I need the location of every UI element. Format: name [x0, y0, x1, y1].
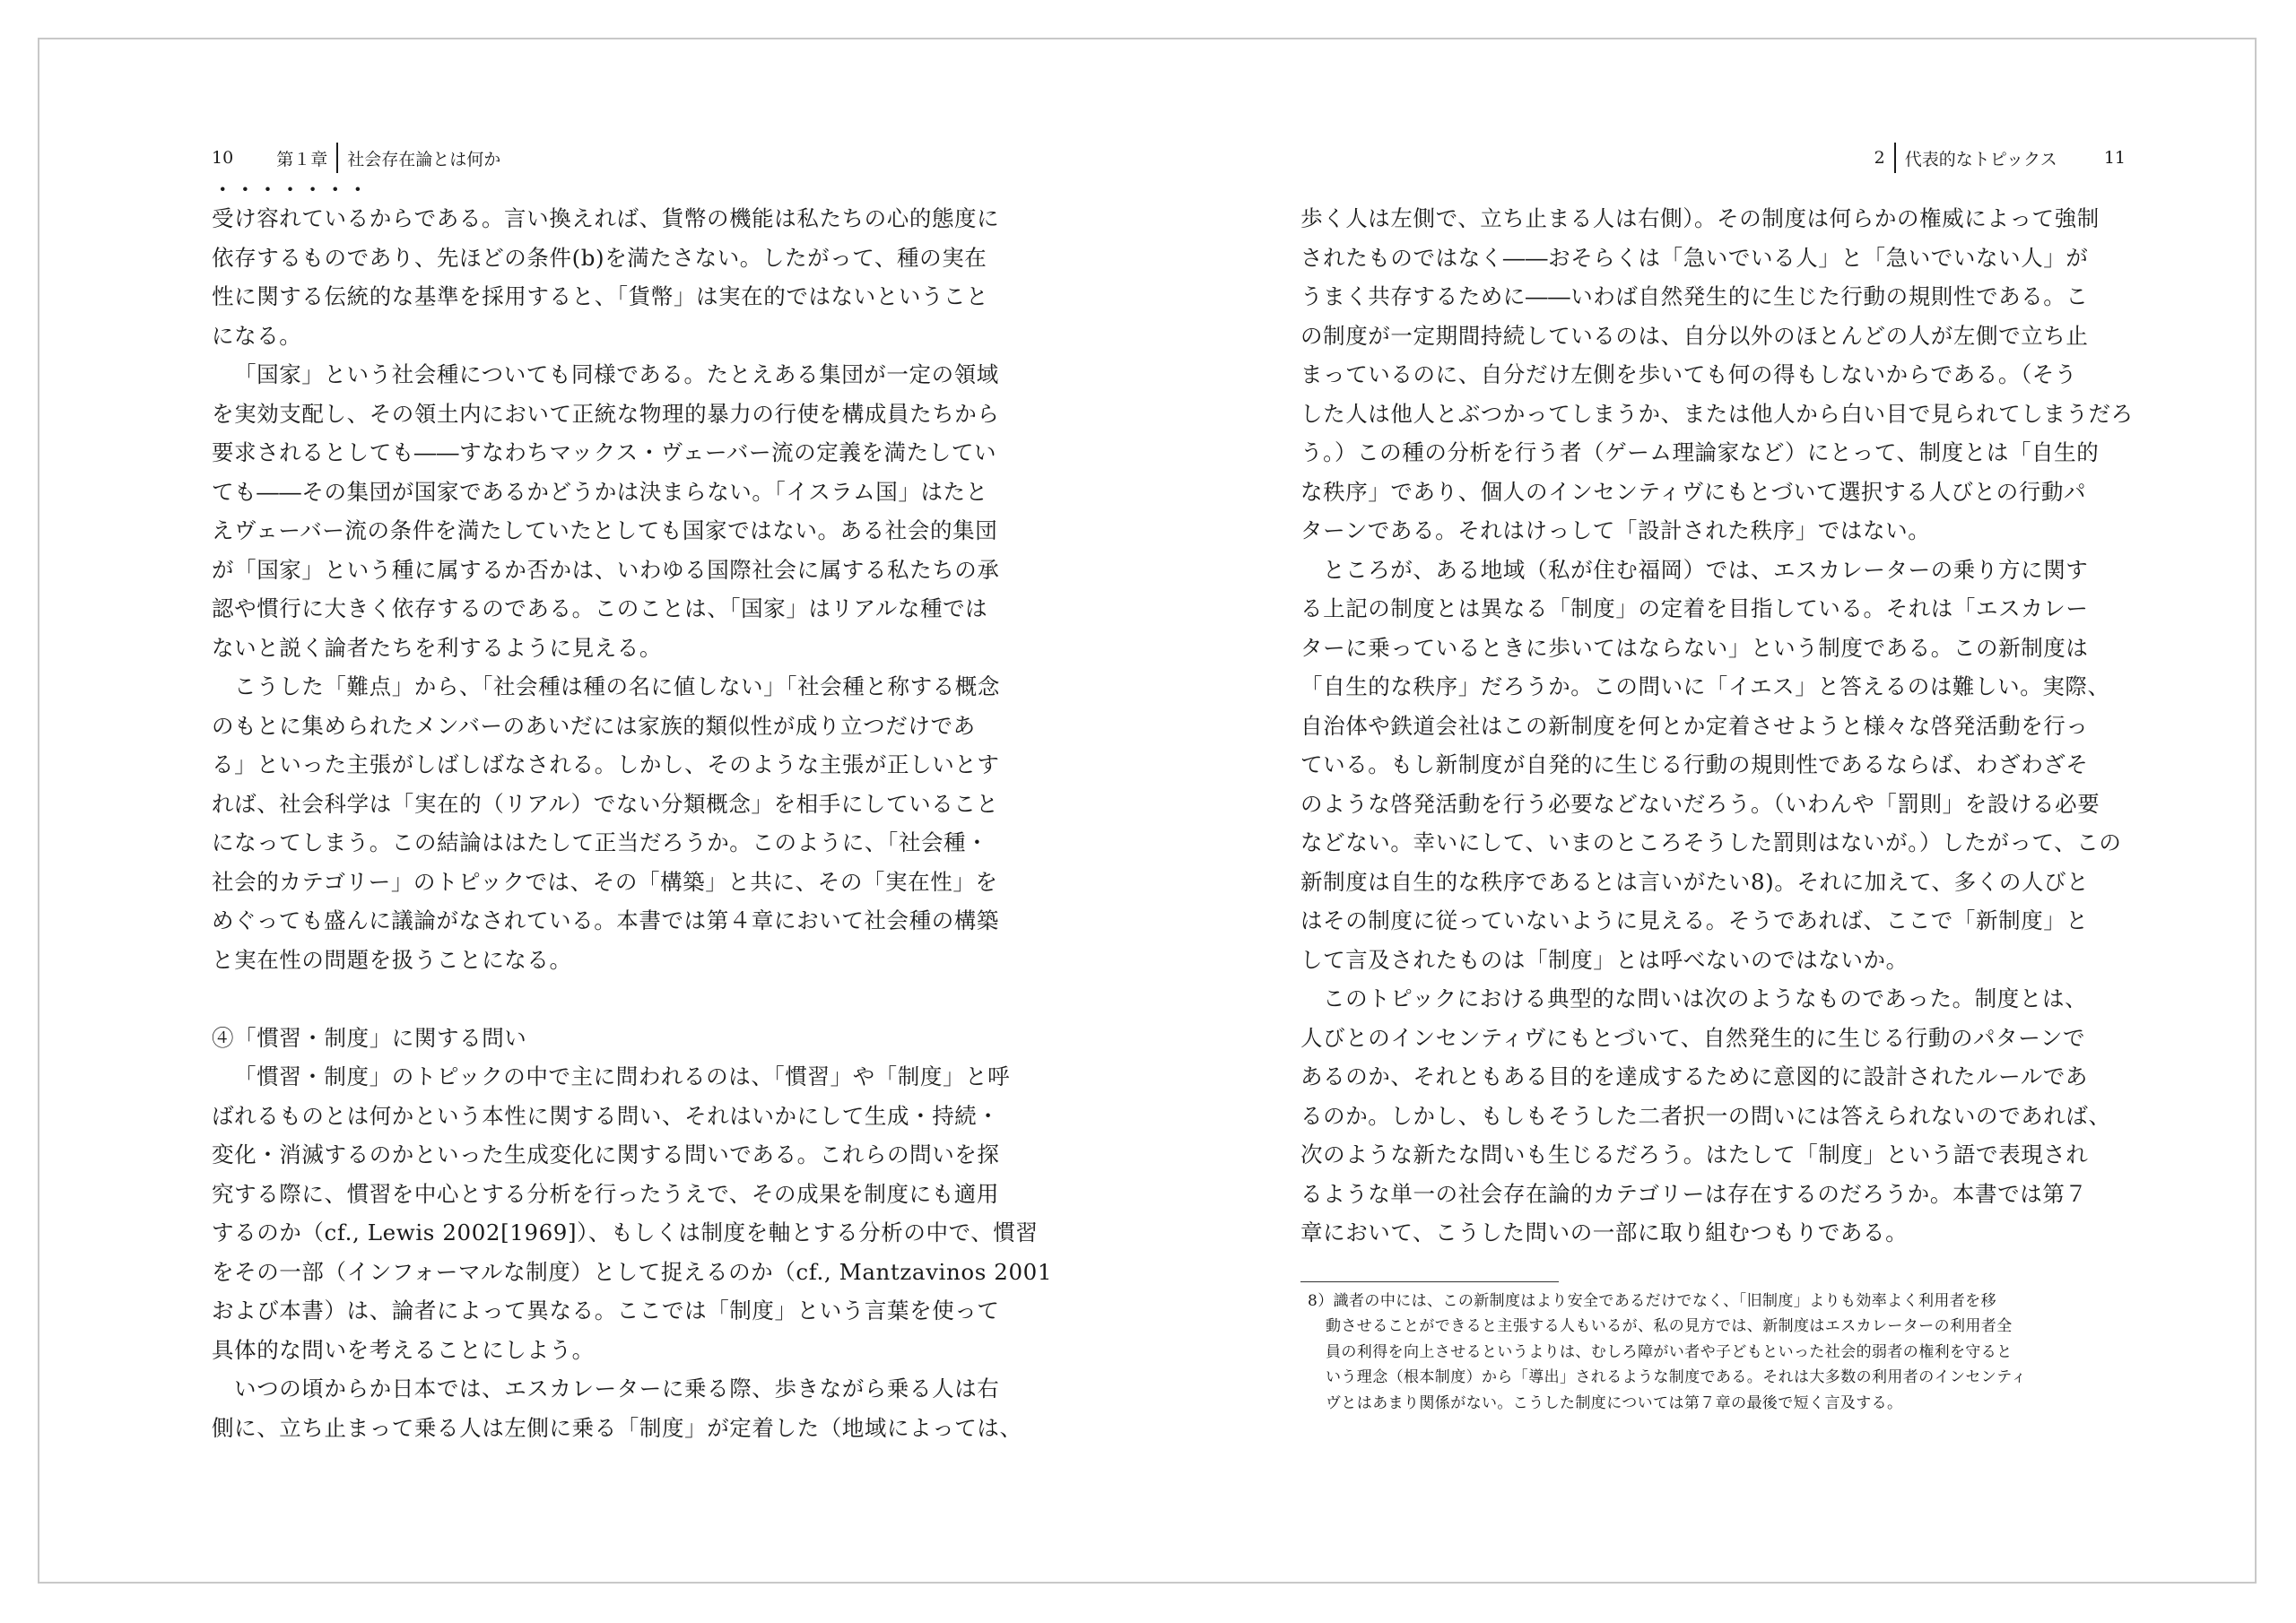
- text-line: の制度が一定期間持続しているのは、自分以外のほとんどの人が左側で立ち止: [1300, 322, 2089, 349]
- footnote-line: いう理念（根本制度）から「導出」されるような制度である。それは大多数の利用者のインセンティ: [1326, 1368, 2027, 1386]
- right-running-header: [1300, 142, 2126, 174]
- text-line: ターに乗っているときに歩いてはならない」という制度である。この新制度は: [1300, 634, 2089, 661]
- text-line: 人びとのインセンティヴにもとづいて、自然発生的に生じる行動のパターンで: [1300, 1024, 2086, 1051]
- text-line: した人は他人とぶつかってしまうか、または他人から白い目で見られてしまうだろ: [1300, 400, 2134, 427]
- text-line: 自治体や鉄道会社はこの新制度を何とか定着させようと様々な啓発活動を行っ: [1300, 712, 2089, 739]
- text-line: ても――その集団が国家であるかどうかは決まらない。「イスラム国」はたと: [212, 478, 988, 505]
- left-page-number: 10: [212, 148, 234, 168]
- text-line: ターンである。それはけっして「設計された秩序」ではない。: [1300, 517, 1931, 543]
- left-page: [212, 0, 1053, 1623]
- text-line: いつの頃からか日本では、エスカレーターに乗る際、歩きながら乗る人は右: [234, 1376, 1000, 1402]
- footnote-line: 8）識者の中には、この新制度はより安全であるだけでなく、「旧制度」よりも効率よく利用者を移: [1308, 1291, 1996, 1310]
- text-line: になる。: [212, 322, 302, 349]
- text-line: まっているのに、自分だけ左側を歩いても何の得もしないからである。（そう: [1300, 361, 2078, 387]
- text-line: 性に関する伝統的な基準を採用すると、「貨幣」は実在的ではないということ: [212, 283, 989, 309]
- text-line: 依存するものであり、先ほどの条件(b)を満たさない。したがって、種の実在: [212, 244, 987, 271]
- footnote-line: ヴとはあまり関係がない。こうした制度については第７章の最後で短く言及する。: [1326, 1393, 1903, 1412]
- text-line: が「国家」という種に属するか否かは、いわゆる国際社会に属する私たちの承: [212, 556, 1000, 583]
- text-line: る」といった主張がしばしばなされる。しかし、そのような主張が正しいとす: [212, 751, 1000, 777]
- paragraph-gap: [212, 979, 1015, 1019]
- text-line: と実在性の問題を扱うことになる。: [212, 946, 572, 973]
- chapter-label: 第１章: [276, 149, 328, 169]
- right-body-text: [1300, 199, 2134, 1253]
- text-line: 認や慣行に大きく依存するのである。このことは、「国家」はリアルな種では: [212, 595, 988, 621]
- text-line: のもとに集められたメンバーのあいだには家族的類似性が成り立つだけであ: [212, 712, 976, 739]
- text-line: 要求されるとしても――すなわちマックス・ヴェーバー流の定義を満たしてい: [212, 439, 997, 465]
- text-line: を実効支配し、その領土内において正統な物理的暴力の行使を構成員たちから: [212, 400, 1000, 427]
- footnote-rule: [1300, 1281, 1559, 1282]
- chapter-title: 社会存在論とは何か: [347, 149, 501, 169]
- text-line: はその制度に従っていないように見える。そうであれば、ここで「新制度」と: [1300, 907, 2089, 933]
- section-number: 2: [1874, 148, 1885, 168]
- header-divider: [336, 143, 338, 173]
- text-line: 新制度は自生的な秩序であるとは言いがたい8)。それに加えて、多くの人びと: [1300, 868, 2090, 895]
- text-line: 章において、こうした問いの一部に取り組むつもりである。: [1300, 1219, 1909, 1245]
- text-line: 究する際に、慣習を中心とする分析を行ったうえで、その成果を制度にも適用: [212, 1180, 1000, 1207]
- footnotes: [1308, 1289, 2126, 1417]
- text-line: れば、社会科学は「実在的（リアル）でない分類概念」を相手にしていること: [212, 790, 999, 817]
- text-line: のような啓発活動を行う必要などないだろう。（いわんや「罰則」を設ける必要: [1300, 790, 2100, 817]
- text-line: 側に、立ち止まって乗る人は左側に乗る「制度」が定着した（地域によっては、: [212, 1414, 1022, 1441]
- text-line: う。）この種の分析を行う者（ゲーム理論家など）にとって、制度とは「自生的: [1300, 439, 2100, 465]
- left-running-header: [212, 142, 1015, 174]
- text-line: 「慣習・制度」のトピックの中で主に問われるのは、「慣習」や「制度」と呼: [234, 1063, 1011, 1089]
- text-line: 具体的な問いを考えることにしよう。: [212, 1336, 595, 1363]
- text-line: めぐっても盛んに議論がなされている。本書では第４章において社会種の構築: [212, 907, 1000, 933]
- text-line: ないと説く論者たちを利するように見える。: [212, 634, 662, 661]
- header-divider: [1894, 143, 1896, 173]
- text-line: えヴェーバー流の条件を満たしていたとしても国家ではない。ある社会的集団: [212, 517, 998, 543]
- text-line: る上記の制度とは異なる「制度」の定着を目指している。それは「エスカレー: [1300, 595, 2089, 621]
- text-line: 「国家」という社会種についても同様である。たとえある集団が一定の領域: [234, 361, 999, 387]
- text-line: 歩く人は左側で、立ち止まる人は右側）。その制度は何らかの権威によって強制: [1300, 205, 2100, 231]
- text-line: および本書）は、論者によって異なる。ここでは「制度」という言葉を使って: [212, 1298, 1000, 1324]
- text-line: されたものではなく――おそらくは「急いでいる人」と「急いでいない人」が: [1300, 244, 2089, 271]
- text-line: るような単一の社会存在論的カテゴリーは存在するのだろうか。本書では第７: [1300, 1180, 2088, 1207]
- text-line: 変化・消滅するのかといった生成変化に関する問いである。これらの問いを探: [212, 1141, 1000, 1167]
- text-line: ている。もし新制度が自発的に生じる行動の規則性であるならば、わざわざそ: [1300, 751, 2089, 777]
- text-line: ばれるものとは何かという本性に関する問い、それはいかにして生成・持続・: [212, 1102, 1000, 1129]
- text-line: 次のような新たな問いも生じるだろう。はたして「制度」という語で表現され: [1300, 1141, 2089, 1167]
- text-line: 「自生的な秩序」だろうか。この問いに「イエス」と答えるのは難しい。実際、: [1300, 673, 2110, 699]
- section-title: 代表的なトピックス: [1904, 149, 2057, 169]
- text-line: な秩序」であり、個人のインセンティヴにもとづいて選択する人びとの行動パ: [1300, 478, 2087, 505]
- text-line: あるのか、それともある目的を達成するために意図的に設計されたルールであ: [1300, 1063, 2089, 1089]
- text-line: うまく共存するために――いわば自然発生的に生じた行動の規則性である。こ: [1300, 283, 2089, 309]
- left-body-text: [212, 199, 1053, 1447]
- text-line: などない。幸いにして、いまのところそうした罰則はないが。）したがって、この: [1300, 829, 2122, 855]
- text-line: ④「慣習・制度」に関する問い: [212, 1024, 527, 1051]
- text-line: して言及されたものは「制度」とは呼べないのではないか。: [1300, 946, 1909, 973]
- text-line: 社会的カテゴリー」のトピックでは、その「構築」と共に、その「実在性」を: [212, 868, 998, 895]
- right-page: [1300, 0, 2134, 1623]
- text-line: こうした「難点」から、「社会種は種の名に値しない」「社会種と称する概念: [234, 673, 1000, 699]
- text-line: するのか（cf., Lewis 2002[1969]）、もしくは制度を軸とする分析の中で、慣習: [212, 1219, 1039, 1245]
- right-page-number: 11: [2103, 148, 2126, 168]
- text-line: ・・・・・・・ 受け容れているからである。言い換えれば、貨幣の機能は私たちの心的態度に: [212, 199, 1015, 239]
- text-line: になってしまう。この結論ははたして正当だろうか。このように、「社会種・: [212, 829, 989, 855]
- text-line: るのか。しかし、もしもそうした二者択一の問いには答えられないのであれば、: [1300, 1102, 2111, 1129]
- footnote-line: 動させることができると主張する人もいるが、私の見方では、新制度はエスカレーターの利用者全: [1326, 1317, 2013, 1335]
- text-line: このトピックにおける典型的な問いは次のようなものであった。制度とは、: [1323, 985, 2088, 1011]
- text-line: ところが、ある地域（私が住む福岡）では、エスカレーターの乗り方に関す: [1323, 556, 2089, 583]
- text-line: をその一部（インフォーマルな制度）として捉えるのか（cf., Mantzavinos 2001: [212, 1258, 1053, 1285]
- footnote-line: 員の利得を向上させるというよりは、むしろ障がい者や子どもといった社会的弱者の権利を守ると: [1326, 1342, 2013, 1361]
